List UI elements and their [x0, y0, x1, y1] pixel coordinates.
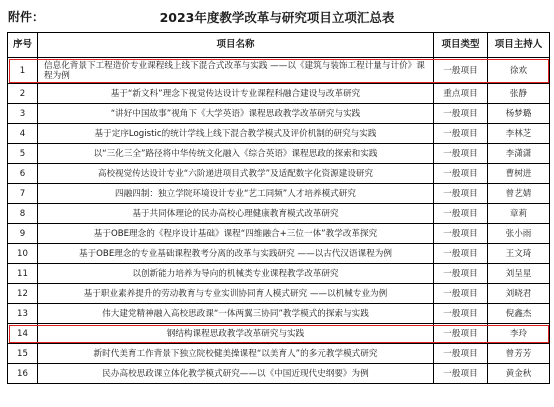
table-row: [8, 324, 550, 344]
cell-no: 5: [8, 144, 38, 164]
cell-host: 倪鑫杰: [488, 304, 550, 324]
cell-type: 一般项目: [434, 164, 488, 184]
cell-no: 13: [8, 304, 38, 324]
cell-no: 3: [8, 104, 38, 124]
cell-name: 以“三化三全”路径将中华传统文化融入《综合英语》课程思政的探索和实践: [38, 144, 434, 164]
header-host: 项目主持人: [488, 33, 550, 58]
cell-host: 曾艺婧: [488, 184, 550, 204]
cell-type: 一般项目: [434, 144, 488, 164]
cell-host: 王文琦: [488, 244, 550, 264]
table-row: [8, 344, 550, 364]
cell-type: 一般项目: [434, 284, 488, 304]
project-table: [7, 32, 550, 384]
cell-host: 刘呈星: [488, 264, 550, 284]
cell-no: 10: [8, 244, 38, 264]
cell-type: 重点项目: [434, 84, 488, 104]
cell-no: 6: [8, 164, 38, 184]
cell-no: 11: [8, 264, 38, 284]
cell-name: 民办高校思政课立体化教学模式研究——以《中国近现代史纲要》为例: [38, 364, 434, 384]
cell-no: 1: [8, 58, 38, 84]
header-no: 序号: [8, 33, 38, 58]
cell-no: 16: [8, 364, 38, 384]
cell-type: 一般项目: [434, 124, 488, 144]
cell-no: 2: [8, 84, 38, 104]
cell-host: 曹树进: [488, 164, 550, 184]
cell-name: 高校视觉传达设计专业“六阶递进项目式教学”及适配数字化资源建设研究: [38, 164, 434, 184]
table-row: [8, 264, 550, 284]
cell-no: 9: [8, 224, 38, 244]
cell-type: 一般项目: [434, 324, 488, 344]
cell-name: 基于职业素养提升的劳动教育与专业实训协同育人模式研究 ——以机械专业为例: [38, 284, 434, 304]
cell-host: 李玲: [488, 324, 550, 344]
cell-name: 新时代美育工作背景下独立院校健美操课程“以美育人”的多元教学模式研究: [38, 344, 434, 364]
cell-name: 伟大建党精神融入高校思政课“一体两翼三协同”教学模式的探索与实践: [38, 304, 434, 324]
cell-no: 8: [8, 204, 38, 224]
cell-no: 14: [8, 324, 38, 344]
cell-name: 基于“新文科”理念下视觉传达设计专业课程科融合建设与改革研究: [38, 84, 434, 104]
cell-host: 李林芝: [488, 124, 550, 144]
cell-type: 一般项目: [434, 104, 488, 124]
cell-host: 曾芳芳: [488, 344, 550, 364]
table-header-row: [8, 33, 550, 58]
cell-host: 张小雨: [488, 224, 550, 244]
cell-no: 15: [8, 344, 38, 364]
cell-name: 四融四制：独立学院环境设计专业“艺工同频”人才培养模式研究: [38, 184, 434, 204]
cell-name: 信息化背景下工程造价专业课程线上线下混合式改革与实践 ——以《建筑与装饰工程计量与计价》课程为例: [38, 58, 434, 84]
header-name: 项目名称: [38, 33, 434, 58]
cell-host: 李潇潇: [488, 144, 550, 164]
table-row: [8, 224, 550, 244]
cell-type: 一般项目: [434, 224, 488, 244]
table-row: [8, 284, 550, 304]
table-row: [8, 304, 550, 324]
table-row: [8, 104, 550, 124]
cell-name: 以创新能力培养为导向的机械类专业课程教学改革研究: [38, 264, 434, 284]
header-type: 项目类型: [434, 33, 488, 58]
cell-type: 一般项目: [434, 264, 488, 284]
cell-type: 一般项目: [434, 244, 488, 264]
table-row: [8, 204, 550, 224]
cell-host: 杨梦璐: [488, 104, 550, 124]
cell-type: 一般项目: [434, 364, 488, 384]
cell-type: 一般项目: [434, 344, 488, 364]
cell-no: 12: [8, 284, 38, 304]
attachment-label: 附件：: [8, 10, 45, 24]
cell-type: 一般项目: [434, 58, 488, 84]
cell-host: 刘晓君: [488, 284, 550, 304]
table-row: [8, 164, 550, 184]
cell-name: 钢结构课程思政教学改革研究与实践: [38, 324, 434, 344]
table-row: [8, 84, 550, 104]
cell-no: 4: [8, 124, 38, 144]
table-row: [8, 244, 550, 264]
table-row: [8, 124, 550, 144]
cell-name: “讲好中国故事”视角下《大学英语》课程思政教学改革研究与实践: [38, 104, 434, 124]
cell-type: 一般项目: [434, 204, 488, 224]
table-row: [8, 184, 550, 204]
document-title: 2023年度教学改革与研究项目立项汇总表: [159, 10, 395, 25]
cell-name: 基于OBE理念的专业基础课程教考分离的改革与实践研究 ——以古代汉语课程为例: [38, 244, 434, 264]
cell-host: 章莉: [488, 204, 550, 224]
cell-host: 黄金秋: [488, 364, 550, 384]
table-row: [8, 144, 550, 164]
cell-name: 基于共同体理论的民办高校心理健康教育模式改革研究: [38, 204, 434, 224]
table-row: [8, 364, 550, 384]
cell-name: 基于OBE理念的《程序设计基础》课程“四维融合+三位一体”教学改革探究: [38, 224, 434, 244]
table-row: [8, 58, 550, 84]
cell-no: 7: [8, 184, 38, 204]
cell-host: 徐欢: [488, 58, 550, 84]
cell-name: 基于定序Logistic的统计学线上线下混合教学模式及评价机制的研究与实践: [38, 124, 434, 144]
cell-type: 一般项目: [434, 304, 488, 324]
cell-type: 一般项目: [434, 184, 488, 204]
cell-host: 张静: [488, 84, 550, 104]
